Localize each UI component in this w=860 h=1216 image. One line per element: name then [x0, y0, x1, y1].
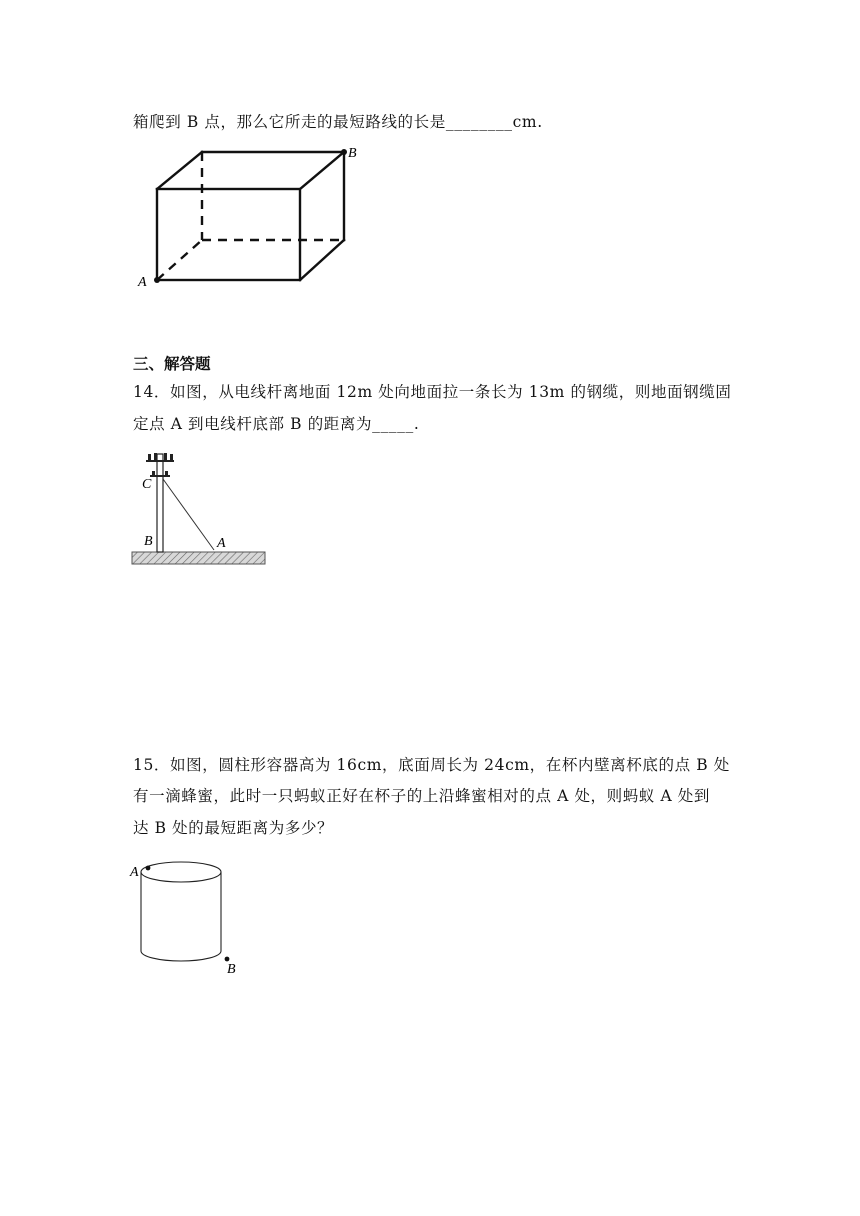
q14-text-line-2: 定点 A 到电线杆底部 B 的距离为_____. [133, 415, 420, 433]
cylinder-bottom [141, 951, 221, 961]
steel-cable [163, 479, 214, 550]
label-c: C [142, 477, 152, 492]
label-b: B [227, 962, 236, 977]
point-a-dot [146, 866, 151, 871]
cuboid-edge [300, 240, 344, 280]
pole [157, 454, 163, 552]
q15-text-line-3: 达 B 处的最短距离为多少？ [133, 819, 334, 837]
section-title: 三、解答题 [133, 355, 211, 373]
label-b: B [348, 146, 357, 161]
q15-text-line-1: 15．如图，圆柱形容器高为 16cm，底面周长为 24cm，在杯内壁离杯底的点 B 处 [133, 756, 730, 774]
point-a-dot [154, 277, 160, 283]
label-b: B [144, 534, 153, 549]
q15-text-line-2: 有一滴蜂蜜，此时一只蚂蚁正好在杯子的上沿蜂蜜相对的点 A 处，则蚂蚁 A 处到 [133, 787, 710, 805]
cuboid-edge [300, 152, 344, 189]
ground [132, 552, 265, 564]
cuboid-edge [157, 152, 202, 189]
point-b-dot [341, 149, 347, 155]
cuboid-figure [130, 140, 370, 300]
label-a: A [130, 865, 139, 880]
q14-text-line-1: 14．如图，从电线杆离地面 12m 处向地面拉一条长为 13m 的钢缆，则地面钢缆固 [133, 383, 732, 401]
cuboid-front-face [157, 189, 300, 280]
label-a: A [138, 275, 147, 290]
utility-pole-figure [128, 448, 273, 568]
cylinder-figure [126, 858, 246, 983]
label-a: A [217, 536, 226, 551]
point-b-dot [225, 957, 230, 962]
cylinder-top [141, 862, 221, 882]
cuboid-hidden-edge [157, 240, 202, 280]
q13-text-line: 箱爬到 B 点，那么它所走的最短路线的长是________cm. [133, 113, 543, 131]
